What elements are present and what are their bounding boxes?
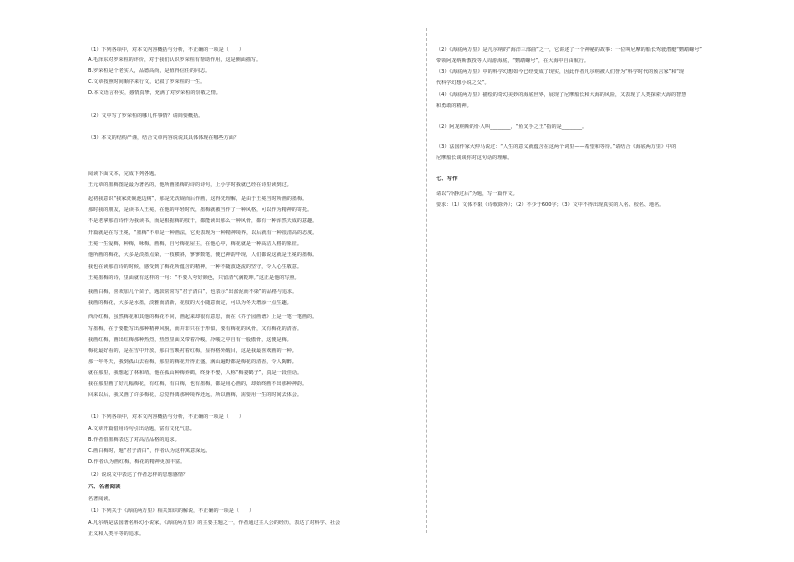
text-line: 和勇敢的精神。: [436, 103, 472, 109]
text-line: B.作者借墨梅表达了对高洁品格的追求。: [88, 437, 180, 443]
text-line: 不是老拿那首诗作为我读书，而是根据梅的枝干，都能读出那么一种风骨，都有一种浑然天成的意趣。: [88, 218, 318, 224]
text-line: （1）下列各项中，对本文内容概括与分析，不正确的一项是（ ）: [88, 414, 245, 420]
text-line: 那一年冬天，我到孤山去看梅，那里的梅花开得正盛，满山遍野都是梅花的清香，令人陶醉。: [88, 359, 297, 365]
text-line: （2）阿龙纳斯的仆人叫________，“鱼叉手之王”指的是________。: [436, 124, 588, 130]
text-line: 写墨梅，在于要能写出那种精神风貌，而并非只在于形似，要有梅花的风骨，又有梅花的清香。: [88, 326, 302, 332]
text-line: （4）《海底两万里》描绘的奇幻美妙的海底世界，展现了尼摩船长和大海的风险，又表现了人类探索大海的智慧: [436, 92, 687, 98]
text-line: 我在那里画了好几幅梅花，有红梅，有白梅，也有墨梅，都是用心画的，却始终画不出那种神韵。: [88, 381, 308, 387]
text-line: （3）本文的结构严谨，结合文章内容说说其具体体现在哪些方面？: [88, 135, 239, 141]
section-heading: 六、名著阅读: [88, 484, 121, 490]
text-line: 尼摩船长谈谈你对这句话的理解。: [436, 155, 513, 161]
text-line: 我也在读那首诗的时候，感受到了梅花所蕴含的精神，一种不随波逐流的坚守，令人心生敬意。: [88, 264, 302, 270]
text-line: B.罗荣桓是个老实人，品德高尚，是值得信任的同志。: [88, 68, 211, 74]
text-line: 阅读下面文本，完成下列各题。: [88, 171, 160, 177]
text-line: 开篇就是在写王冕，“墨梅”不单是一种画法，它更表现为一种精神境界，以后就有一种很清高的态度。: [88, 230, 318, 236]
text-line: 王元章的墨梅图是最为著名的，他所画墨梅的诗的诗句，上小学时我就已经在诗里读到过。: [88, 182, 292, 188]
text-line: （1）下列关于《海底两万里》相关知识的解说，不正确的一项是（ ）: [88, 508, 255, 514]
text-line: 西泠红梅，虽然梅花和其他的梅花不同，画起来却很有意思，而在《芥子园画谱》上是一笔一笔画的。: [88, 314, 318, 320]
text-line: 我画白梅，喜欢加几个苗子，题款常常写“君子清白”，也表示“出淤泥而不染”的品格与追求。: [88, 289, 298, 295]
text-line: （2）说说文中表达了作者怎样的思想感情？: [88, 472, 189, 478]
text-line: 他所画的梅花，大多是淡墨点染，一枝横斜，寥寥数笔，便已神韵毕现，人们都说这就是王冕的墨梅。: [88, 252, 318, 258]
section-heading: 七、写作: [436, 176, 458, 182]
text-line: 正义和人类平等的追求。: [88, 531, 145, 537]
text-line: （2）文中写了罗荣桓的哪几件事情？请简要概括。: [88, 113, 204, 119]
text-line: D.本文语言朴实，感情真挚，充满了对罗荣桓的崇敬之情。: [88, 90, 221, 96]
text-line: （3）法国作家大仲马说过：“人生的意义就蕴含在这两个词里——希望和等待。”请结合《海底两万里》中的: [436, 144, 677, 150]
text-line: 王冕墨梅的诗，里面就有这样的一句：“不要人夸好颜色，只留清气满乾坤。”这正是他的写照。: [88, 275, 300, 281]
text-line: 就在那里，我想起了林和靖，他在孤山种梅养鹤，终身不娶，人称“梅妻鹤子”，真是一段佳话。: [88, 370, 303, 376]
text-line: 回来以后，我又画了许多梅花，总觉得离那种境界还远，所以画梅，需要用一生的时间去体会。: [88, 392, 302, 398]
text-line: A.毛泽东对罗荣桓的评价，对于我们认识罗荣桓有帮助作用，这是侧面描写。: [88, 57, 262, 63]
column-divider: [426, 28, 427, 533]
text-line: 起初我意识“我家洗砚池边树”，那是先洗砚而后作画，这得先理解，是由于王冕当时所画的墨梅。: [88, 196, 308, 202]
text-line: 王冕一生爱梅，种梅，咏梅，画梅，自号梅花屋主，在他心中，梅花就是一种高洁人格的象征。: [88, 241, 302, 247]
text-line: 梅花最好看的，是在雪中开放，那白雪映衬着红梅，显得格外醒目，这是我最喜欢画的一种。: [88, 348, 297, 354]
text-line: （3）《海底两万里》中的科学幻想如今已经变成了现实，因此作者凡尔纳被人们誉为“科学时代的预言家”和“现: [436, 69, 685, 75]
text-line: A.凡尔纳是法国著名科幻小说家，《海底两万里》的主要主题之一，作者通过主人公的经历，表达了对科学、社会: [88, 520, 341, 526]
text-line: D.作者认为画红梅，梅花的精神更加丰富。: [88, 459, 186, 465]
text-line: C.文章按照时间顺序来行文，记叙了罗荣桓的一生。: [88, 79, 206, 85]
text-line: 请以“冷静过后”为题，写一篇作文。: [436, 191, 518, 197]
text-line: 我画的梅花，大多是水墨，淡雅而清新，花枝的大小随意而定，可以为冬天增添一点生趣。: [88, 300, 292, 306]
text-line: 那时我的朋友，是读书人王冕，在他的年轻时代，墨梅就被当作了一种风格，可以作为精神的寄托。: [88, 207, 313, 213]
text-line: 名著阅读。: [88, 496, 114, 502]
text-line: C.画白梅时，题“君子清白”，作者认为这样寓意深远。: [88, 448, 211, 454]
text-line: 我画红梅，画出红梅那种热烈，热烈里面又带着冷峻，冷峻之中自有一股傲骨，这便是梅。: [88, 337, 292, 343]
text-line: （2）《海底两万里》是凡尔纳的“海洋三部曲”之一，它讲述了一个神秘的故事：一位叫尼摩的船长驾驶潜艇“鹦鹉螺号”: [436, 47, 702, 53]
text-line: 带领阿龙纳斯教授等人周游海底，“鹦鹉螺号”，在大海中自由航行。: [436, 58, 589, 64]
text-line: 代科学幻想小说之父”。: [436, 80, 490, 86]
text-line: 要求：（1）文体不限（诗歌除外）；（2）不少于600字；（3）文中不得出现真实的人名、校名、地名。: [436, 202, 665, 208]
text-line: （1）下列各项中，对本文内容概括与分析，不正确的一项是（ ）: [88, 47, 245, 53]
text-line: A.文章开篇借用诗句引出话题，富有文化气息。: [88, 426, 195, 432]
